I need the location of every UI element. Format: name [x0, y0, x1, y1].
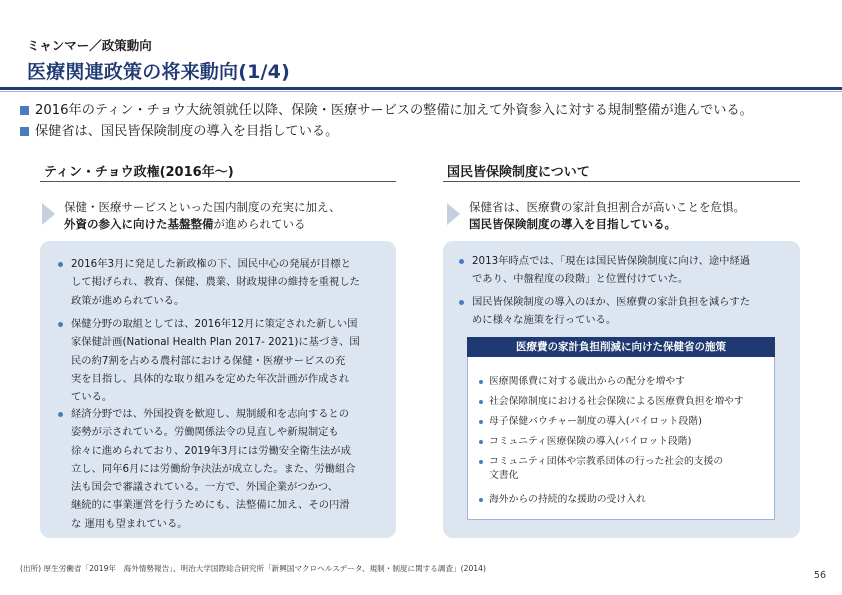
summary-bullets	[20, 100, 753, 142]
list-item-line: 法も国会で審議されている。一方で、外国企業がつかつ、	[71, 481, 339, 494]
square-bullet-icon	[20, 106, 29, 115]
list-item-line: 民の約7割を占める農村部における保健・医療サービスの充	[71, 354, 346, 367]
list-item-line: ている。	[71, 391, 113, 404]
list-item-line: 立し、同年6月には労働紛争決法が成立した。また、労働組合	[71, 462, 356, 475]
left-intro-line: 保健・医療サービスといった国内制度の充実に加え、	[64, 200, 341, 214]
list-item-line: めに様々な施策を行っている。	[472, 314, 617, 327]
page-number: 56	[813, 570, 826, 581]
bullet-dot-icon	[479, 380, 483, 384]
measure-item-text: 文書化	[489, 470, 519, 481]
left-intro-rest: が進められている	[213, 217, 306, 231]
measure-item	[479, 415, 769, 429]
right-intro	[469, 199, 745, 233]
measure-item	[479, 435, 769, 449]
list-item-line: であり、中盤程度の段階」と位置付けていた。	[472, 273, 689, 286]
list-item-line: 保健分野の取組としては、2016年12月に策定された新しい国	[71, 318, 358, 330]
measure-item	[479, 493, 769, 507]
left-intro-line	[64, 216, 341, 233]
page-title: 医療関連政策の将来動向(1/4)	[27, 61, 290, 83]
bullet-dot-icon	[459, 259, 464, 264]
list-item	[58, 255, 388, 310]
right-intro-line	[469, 216, 745, 233]
section-category: ミャンマー／政策動向	[27, 38, 152, 53]
measure-item-text: 海外からの持続的な援助の受け入れ	[489, 494, 646, 505]
square-bullet-icon	[20, 127, 29, 136]
list-item-line: 経済分野では、外国投資を歓迎し、規制緩和を志向するとの	[71, 408, 350, 420]
list-item-line: 政策が進められている。	[71, 294, 185, 307]
summary-bullet	[20, 100, 753, 121]
right-column-heading: 国民皆保険制度について	[447, 165, 590, 180]
measure-item-text: 医療関係費に対する歳出からの配分を増やす	[489, 376, 685, 387]
list-item	[58, 405, 388, 533]
measure-item-text: コミュニティ医療保険の導入(パイロット段階)	[489, 436, 692, 447]
bullet-dot-icon	[479, 460, 483, 464]
bullet-dot-icon	[479, 420, 483, 424]
left-column-heading: ティン・チョウ政権(2016年～)	[44, 165, 234, 180]
title-underline-thin	[0, 91, 842, 92]
measure-item-text: コミュニティ団体や宗教系団体の行った社会的支援の	[489, 456, 724, 467]
chevron-right-icon	[42, 203, 55, 225]
list-item-line: な 運用も望まれている。	[71, 517, 188, 530]
chevron-right-icon	[447, 203, 460, 225]
summary-bullet	[20, 121, 753, 142]
bullet-dot-icon	[459, 300, 464, 305]
bullet-dot-icon	[479, 400, 483, 404]
left-intro-emphasis: 外資の参入に向けた基盤整備	[64, 217, 214, 231]
measures-heading: 医療費の家計負担削減に向けた保健省の施策	[467, 337, 775, 357]
bullet-dot-icon	[479, 440, 483, 444]
title-underline	[0, 87, 842, 90]
list-item-line: 姿勢が示されている。労働関係法令の見直しや新規制定も	[71, 426, 339, 439]
bullet-dot-icon	[58, 412, 63, 417]
list-item-line: 2013年時点では、「現在は国民皆保険制度に向け、途中経過	[472, 255, 751, 267]
list-item	[459, 293, 795, 330]
right-intro-line: 保健省は、医療費の家計負担割合が高いことを危惧。	[469, 200, 745, 214]
measure-item	[479, 375, 769, 389]
right-column-rule	[443, 181, 800, 182]
list-item-line: して掲げられ、教育、保健、農業、財政規律の維持を重視した	[71, 276, 360, 289]
right-intro-emphasis: 国民皆保険制度の導入を目指している。	[469, 217, 676, 231]
list-item-line: 国民皆保険制度の導入のほか、医療費の家計負担を減らすた	[472, 296, 751, 308]
measure-item-text: 社会保障制度における社会保険による医療費負担を増やす	[489, 396, 744, 407]
list-item-line: 徐々に進められており、2019年3月には労働安全衛生法が成	[71, 444, 351, 457]
list-item-line: 家保健計画(National Health Plan 2017- 2021)に基づき、国	[71, 336, 360, 349]
list-item-line: 継続的に事業運営を行うためにも、法整備に加え、その円滑	[71, 499, 350, 512]
bullet-dot-icon	[58, 322, 63, 327]
bullet-dot-icon	[58, 262, 63, 267]
measure-item	[479, 395, 769, 409]
left-intro	[64, 199, 341, 233]
left-column-rule	[40, 181, 396, 182]
bullet-dot-icon	[479, 498, 483, 502]
source-footnote: (出所) 厚生労働省「2019年 海外情勢報告」、明治大学国際総合研究所「新興国マクロヘルスデータ、規制・制度に関する調査」(2014)	[20, 564, 486, 573]
measure-item-text: 母子保健バウチャー制度の導入(パイロット段階)	[489, 416, 702, 427]
list-item-line: 2016年3月に発足した新政権の下、国民中心の発展が目標と	[71, 258, 351, 270]
summary-bullet-text: 2016年のティン・チョウ大統領就任以降、保険・医療サービスの整備に加えて外資参入に対する規制整備が進んでいる。	[35, 103, 753, 118]
summary-bullet-text: 保健省は、国民皆保険制度の導入を目指している。	[35, 124, 339, 139]
list-item-line: 実を目指し、具体的な取り組みを定めた年次計画が作成され	[71, 372, 350, 385]
measure-item	[479, 455, 769, 483]
list-item	[58, 315, 388, 406]
list-item	[459, 252, 795, 289]
